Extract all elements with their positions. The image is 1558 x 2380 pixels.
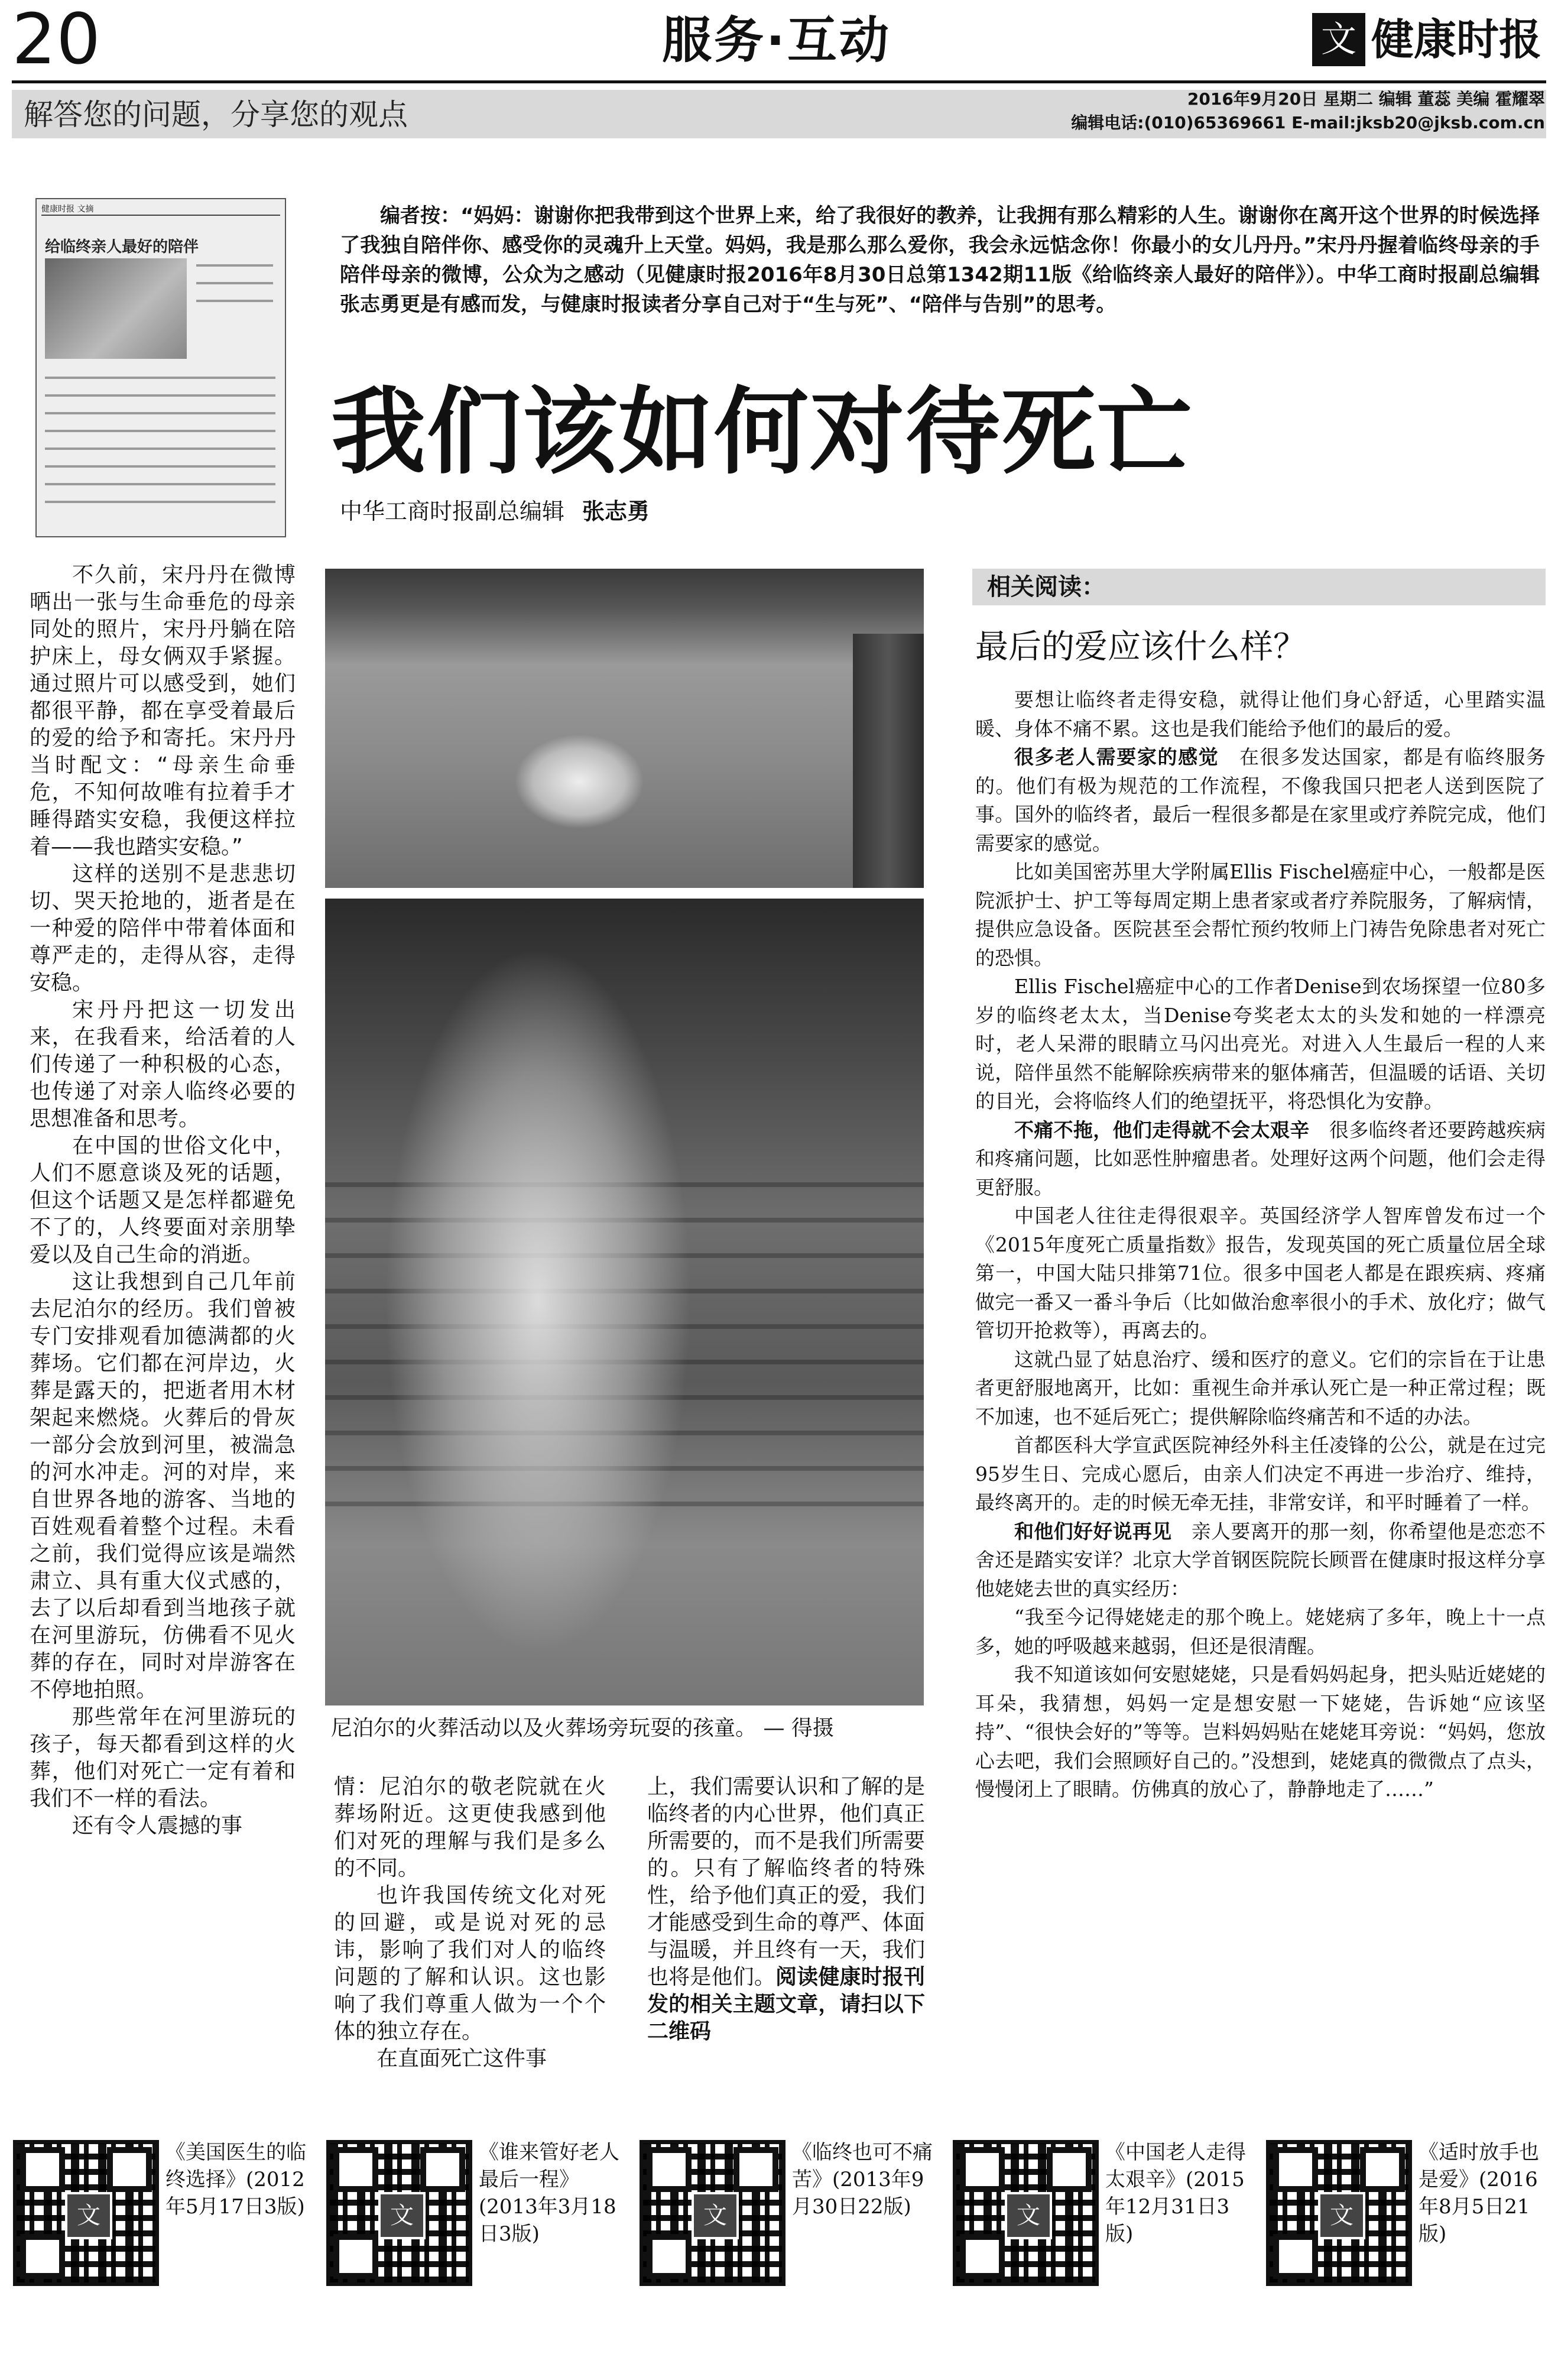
qr-logo-icon: 文 [692, 2192, 739, 2239]
qr-prompt: 阅读健康时报刊发的相关主题文章，请扫以下二维码 [647, 1965, 925, 2044]
article-paragraph: 不久前，宋丹丹在微博晒出一张与生命垂危的母亲同处的照片，宋丹丹躺在陪护床上，母女俩双手紧握。通过照片可以感受到，她们都很平静，都在享受着最后的爱的给予和寄托。宋丹丹当时配文：“母亲生命垂危，不知何故唯有拉着手才睡得踏实安稳，我便这样拉着——我也踏实安稳。” [30, 563, 296, 859]
related-text: “我至今记得姥姥走的那个晚上。姥姥病了多年，晚上十一点多，她的呼吸越来越弱，但还是很清醒。 [975, 1606, 1546, 1658]
related-text: 在很多发达国家，都是有临终服务的。他们有极为规范的工作流程，不像我国只把老人送到医院了事。国外的临终者，最后一程很多都是在家里或疗养院完成，他们需要家的感觉。 [975, 745, 1546, 855]
qr-code-icon[interactable] [326, 2140, 472, 2286]
thumbnail-text-line [45, 377, 275, 379]
byline-title: 中华工商时报副总编辑 [340, 498, 565, 524]
related-paragraph [975, 972, 1546, 1116]
related-paragraph [975, 1661, 1546, 1804]
thumbnail-header: 健康时报 文摘 [41, 203, 280, 216]
qr-link-label[interactable]: 《中国老人走得太艰辛》(2015年12月31日3版) [1105, 2141, 1246, 2246]
qr-finder [647, 2147, 692, 2192]
related-paragraph [975, 743, 1546, 858]
qr-finder [333, 2234, 378, 2279]
qr-finder [960, 2234, 1005, 2279]
article-column-1 [30, 562, 296, 2034]
editor-note: 编者按：“妈妈：谢谢你把我带到这个世界上来，给了我很好的教养，让我拥有那么精彩的人生。谢谢你在离开这个世界的时候选择了我独自陪伴你、感受你的灵魂升上天堂。妈妈，我是那么那么爱你，我会永远惦念你！你最小的女儿丹丹。”宋丹丹握着临终母亲的手陪伴母亲的微博，公众为之感动（见健康时报2016年8月30日总第1342期11版《给临终亲人最好的陪伴》）。中华工商时报副总编辑张志勇更是有感而发，与健康时报读者分享自己对于“生与死”、“陪伴与告别”的思考。 [340, 204, 1540, 316]
qr-logo-icon: 文 [1005, 2192, 1052, 2239]
tagline: 解答您的问题，分享您的观点 [24, 98, 408, 132]
related-text: 很多临终者还要跨越疾病和疼痛问题，比如恶性肿瘤患者。处理好这两个问题，他们会走得更舒服。 [975, 1118, 1546, 1199]
thumbnail-text-line [196, 300, 273, 302]
qr-finder [20, 2234, 65, 2279]
article-paragraph [647, 1773, 925, 2045]
photo-water-splash [514, 734, 644, 829]
related-subhead: 很多老人需要家的感觉 [1014, 745, 1219, 769]
article-headline: 我们该如何对待死亡 [331, 376, 1193, 487]
article-paragraph: 也许我国传统文化对死的回避，或是说对死的忌讳，影响了我们对人的临终问题的了解和认识。这也影响了我们尊重人做为一个个体的独立存在。 [334, 1883, 606, 2044]
qr-code-icon[interactable] [640, 2140, 786, 2286]
related-paragraph [975, 686, 1546, 743]
thumbnail-photo [45, 258, 187, 359]
qr-code-icon[interactable] [13, 2140, 159, 2286]
section-title: 服务·互动 [662, 11, 891, 69]
header-rule [12, 80, 1546, 83]
qr-finder [733, 2147, 778, 2192]
photo-stone-wall [853, 634, 924, 888]
byline-author: 张志勇 [582, 498, 650, 524]
photo-caption: 尼泊尔的火葬活动以及火葬场旁玩耍的孩童。 — 得摄 [331, 1716, 834, 1740]
article-column-3 [647, 1773, 925, 2045]
qr-finder [1360, 2147, 1405, 2192]
editor-contact: 编辑电话:(010)65369661 E-mail:jksb20@jksb.com.cn [1071, 113, 1545, 132]
qr-code-icon[interactable] [1266, 2140, 1412, 2286]
thumbnail-title: 给临终亲人最好的陪伴 [45, 238, 199, 256]
qr-logo-icon: 文 [1318, 2192, 1365, 2239]
qr-finder [107, 2147, 152, 2192]
related-reading-title: 最后的爱应该什么样？ [975, 628, 1306, 666]
photo-smoke [384, 946, 692, 1655]
river-children-photo [325, 569, 924, 888]
article-paragraph: 这让我想到自己几年前去尼泊尔的经历。我们曾被专门安排观看加德满都的火葬场。它们都在河岸边，火葬是露天的，把逝者用木材架起来燃烧。火葬后的骨灰一部分会放到河里，被湍急的河水冲走。河的对岸，来自世界各地的游客、当地的百姓观看着整个过程。未看之前，我们觉得应该是端然肃立、具有重大仪式感的，去了以后却看到当地孩子就在河里游玩，仿佛看不见火葬的存在，同时对岸游客在不停地拍照。 [30, 1270, 296, 1702]
article-paragraph: 情：尼泊尔的敬老院就在火葬场附近。这更使我感到他们对死的理解与我们是多么的不同。 [334, 1775, 606, 1880]
related-paragraph [975, 1345, 1546, 1432]
related-paragraph [975, 858, 1546, 972]
related-reading-body [975, 686, 1546, 1804]
brand-logo-icon: 文 [1312, 13, 1365, 66]
related-paragraph [975, 1603, 1546, 1661]
qr-finder [420, 2147, 465, 2192]
referenced-page-thumbnail [35, 198, 286, 537]
related-text: Ellis Fischel癌症中心的工作者Denise到农场探望一位80多岁的临终老太太，当Denise夸奖老太太的头发和她的一样漂亮时，老人呆滞的眼睛立马闪出亮光。对进入人生最后一程的人来说，陪伴虽然不能解除疾病带来的躯体痛苦，但温暖的话语、关切的目光，会将临终人们的绝望抚平，将恐惧化为安静。 [975, 975, 1546, 1113]
related-text: 我不知道该如何安慰姥姥，只是看妈妈起身，把头贴近姥姥的耳朵，我猜想，妈妈一定是想安慰一下姥姥，告诉她“应该坚持”、“很快会好的”等等。岂料妈妈贴在姥姥耳旁说：“妈妈，您放心去吧，我们会照顾好自己的。”没想到，姥姥真的微微点了点头，慢慢闭上了眼睛。仿佛真的放心了，静静地走了……” [975, 1663, 1546, 1801]
qr-link-label[interactable]: 《美国医生的临终选择》(2012年5月17日3版) [165, 2141, 306, 2219]
qr-finder [1047, 2147, 1092, 2192]
thumbnail-text-line [196, 264, 273, 267]
thumbnail-text-line [45, 448, 275, 450]
related-subhead: 不痛不拖，他们走得就不会太艰辛 [1014, 1118, 1310, 1142]
related-text: 中国老人往往走得很艰辛。英国经济学人智库曾发布过一个《2015年度死亡质量指数》报告，发现英国的死亡质量位居全球第一，中国大陆只排第71位。很多中国老人都是在跟疾病、疼痛做完一番又一番斗争后（比如做治愈率很小的手术、放化疗；做气管切开抢救等），再离去的。 [975, 1204, 1546, 1342]
thumbnail-text-line [45, 394, 275, 397]
qr-code-icon[interactable] [953, 2140, 1099, 2286]
brand-name: 健康时报 [1371, 15, 1542, 64]
byline [340, 497, 650, 526]
related-paragraph [975, 1431, 1546, 1518]
qr-logo-icon: 文 [65, 2192, 112, 2239]
thumbnail-text-line [45, 465, 275, 468]
related-text: 首都医科大学宣武医院神经外科主任凌锋的公公，就是在过完95岁生日、完成心愿后，由亲人们决定不再进一步治疗、维持，最终离开的。走的时候无牵无挂，非常安详，和平时睡着了一样。 [975, 1434, 1546, 1514]
qr-finder [1273, 2147, 1318, 2192]
page-number: 20 [12, 0, 101, 80]
related-paragraph [975, 1518, 1546, 1604]
article-paragraph: 宋丹丹把这一切发出来，在我看来，给活着的人们传递了一种积极的心态，也传递了对亲人临终必要的思想准备和思考。 [30, 998, 296, 1131]
thumbnail-text-line [45, 430, 275, 432]
related-text: 这就凸显了姑息治疗、缓和医疗的意义。它们的宗旨在于让患者更舒服地离开，比如：重视生命并承认死亡是一种正常过程；既不加速，也不延后死亡；提供解除临终痛苦和不适的办法。 [975, 1347, 1546, 1428]
article-paragraph: 那些常年在河里游玩的孩子，每天都看到这样的火葬，他们对死亡一定有着和我们不一样的看法。 [30, 1705, 296, 1811]
related-text: 比如美国密苏里大学附属Ellis Fischel癌症中心，一般都是医院派护士、护工等每周定期上患者家或者疗养院服务，了解病情，提供应急设备。医院甚至会帮忙预约牧师上门祷告免除患者对死亡的恐惧。 [975, 860, 1546, 969]
qr-finder [20, 2147, 65, 2192]
qr-link-label[interactable]: 《临终也可不痛苦》(2013年9月30日22版) [792, 2141, 933, 2219]
article-text: 上，我们需要认识和了解的是临终者的内心世界，他们真正所需要的，而不是我们所需要的。只有了解临终者的特殊性，给予他们真正的爱，我们才能感受到生命的尊严、体面与温暖，并且终有一天，我们也将是他们。 [647, 1775, 925, 1989]
related-reading-label: 相关阅读： [987, 573, 1105, 601]
thumbnail-text-line [196, 282, 273, 284]
qr-logo-icon: 文 [378, 2192, 426, 2239]
qr-link-label[interactable]: 《适时放手也是爱》(2016年8月5日21版) [1419, 2141, 1539, 2246]
article-paragraph: 还有令人震撼的事 [72, 1814, 243, 1838]
article-paragraph: 这样的送别不是悲悲切切、哭天抢地的，逝者是在一种爱的陪伴中带着体面和尊严走的，走得从容，走得安稳。 [30, 862, 296, 995]
qr-finder [960, 2147, 1005, 2192]
issue-meta: 2016年9月20日 星期二 编辑 董蕊 美编 霍耀翠 [1187, 89, 1545, 109]
related-text: 亲人要离开的那一刻，你希望他是恋恋不舍还是踏实安详？北京大学首钢医院院长顾晋在健康时报这样分享他姥姥去世的真实经历： [975, 1519, 1546, 1600]
thumbnail-text-line [45, 501, 275, 503]
cremation-ghat-photo [325, 899, 924, 1705]
article-column-2 [334, 1773, 606, 2073]
qr-finder [647, 2234, 692, 2279]
related-text: 要想让临终者走得安稳，就得让他们身心舒适，心里踏实温暖、身体不痛不累。这也是我们能给予他们的最后的爱。 [975, 688, 1546, 740]
article-paragraph: 在中国的世俗文化中，人们不愿意谈及死的话题，但这个话题又是怎样都避免不了的，人终要面对亲朋挚爱以及自己生命的消逝。 [30, 1134, 296, 1267]
thumbnail-text-line [45, 483, 275, 485]
related-paragraph [975, 1116, 1546, 1202]
article-paragraph: 在直面死亡这件事 [376, 2047, 547, 2071]
related-paragraph [975, 1202, 1546, 1345]
related-subhead: 和他们好好说再见 [1014, 1519, 1172, 1543]
qr-link-label[interactable]: 《谁来管好老人最后一程》(2013年3月18日3版) [479, 2141, 619, 2246]
qr-finder [1273, 2234, 1318, 2279]
qr-finder [333, 2147, 378, 2192]
thumbnail-text-line [45, 412, 275, 414]
